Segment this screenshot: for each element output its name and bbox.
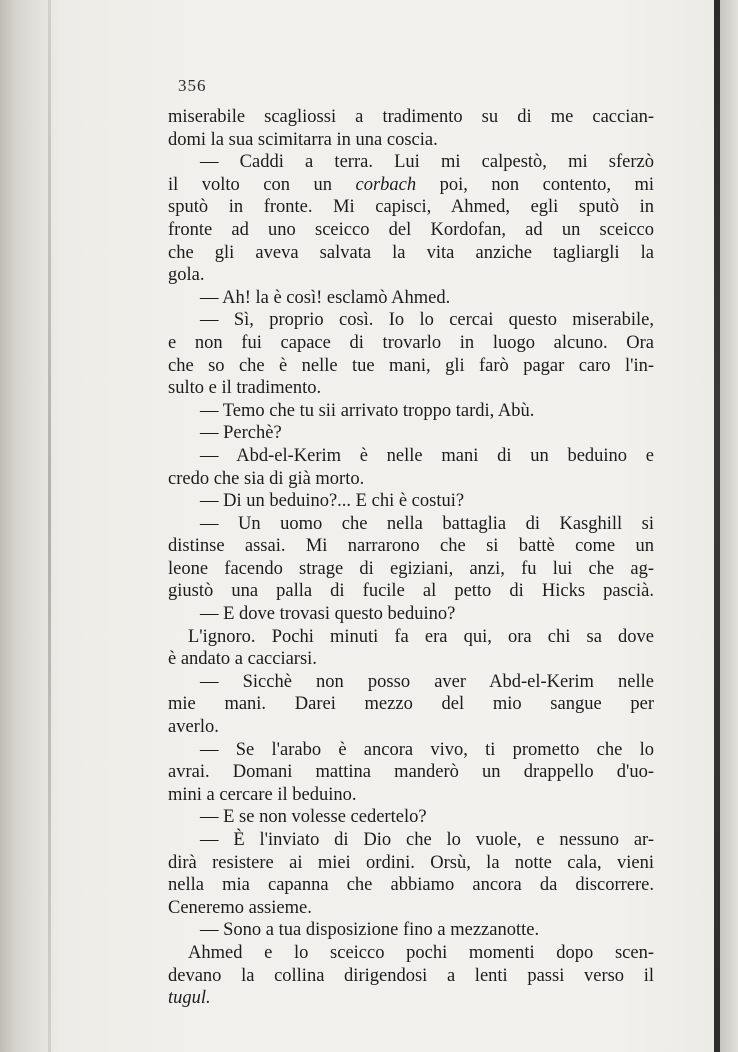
text-line: — E se non volesse cedertelo? — [200, 807, 427, 828]
text-line: nella mia capanna che abbiamo ancora da discorrere. — [168, 875, 654, 896]
text-line: Ahmed e lo sceicco pochi momenti dopo scen- — [188, 942, 654, 963]
body-text — [168, 106, 654, 1010]
text-line: averlo. — [168, 717, 219, 738]
text-line: il volto con un corbach poi, non contento, mi — [168, 174, 654, 195]
text-line: — Temo che tu sii arrivato troppo tardi, Abù. — [200, 400, 535, 421]
binding-gutter — [48, 0, 51, 1052]
text-line: fronte ad uno sceicco del Kordofan, ad un sceicco — [168, 219, 654, 240]
text-line: che gli aveva salvata la vita anziche tagliargli la — [168, 242, 654, 263]
text-line: mie mani. Darei mezzo del mio sangue per — [168, 694, 654, 715]
text-line: — Un uomo che nella battaglia di Kasghill si — [200, 513, 654, 534]
text-line: credo che sia di già morto. — [168, 468, 365, 489]
page-number: 356 — [178, 76, 207, 95]
text-line: sputò in fronte. Mi capisci, Ahmed, egli sputò in — [168, 197, 654, 218]
text-line: leone facendo strage di egiziani, anzi, fu lui che ag- — [168, 558, 654, 579]
text-line: — È l'inviato di Dio che lo vuole, e nessuno ar- — [200, 830, 654, 850]
text-line: — Sicchè non posso aver Abd-el-Kerim nelle — [200, 671, 654, 692]
text-line: — Ah! la è così! esclamò Ahmed. — [200, 287, 451, 308]
text-line: e non fui capace di trovarlo in luogo alcuno. Ora — [168, 332, 654, 353]
text-line: gola. — [168, 265, 205, 286]
text-line: — Abd-el-Kerim è nelle mani di un beduino e — [200, 445, 654, 466]
text-line: avrai. Domani mattina manderò un drappello d'uo- — [168, 762, 654, 783]
text-line: mini a cercare il beduino. — [168, 784, 357, 805]
text-line: tugul. — [168, 988, 211, 1009]
text-line: — Caddi a terra. Lui mi calpestò, mi sferzò — [200, 152, 654, 173]
text-line: — Sì, proprio così. Io lo cercai questo miserabile, — [200, 310, 654, 331]
text-line: — Di un beduino?... E chi è costui? — [200, 491, 465, 512]
text-line: giustò una palla di fucile al petto di Hicks pascià. — [168, 581, 654, 602]
text-line: — Sono a tua disposizione fino a mezzanotte. — [200, 920, 540, 941]
text-line: è andato a cacciarsi. — [168, 649, 317, 670]
text-line: che so che è nelle tue mani, gli farò pagar caro l'in- — [168, 355, 654, 376]
text-line: — E dove trovasi questo beduino? — [200, 604, 456, 625]
text-line: — Se l'arabo è ancora vivo, ti prometto che lo — [200, 739, 654, 760]
text-line: distinse assai. Mi narrarono che si battè come un — [168, 536, 654, 557]
text-line: Ceneremo assieme. — [168, 897, 312, 918]
text-line: devano la collina dirigendosi a lenti passi verso il — [168, 965, 654, 986]
text-line: sulto e il tradimento. — [168, 378, 322, 399]
text-line: — Perchè? — [200, 423, 282, 444]
text-line: L'ignoro. Pochi minuti fa era qui, ora chi sa dove — [188, 626, 654, 647]
text-line: miserabile scagliossi a tradimento su di me caccian- — [168, 107, 654, 127]
page-edge-shadow — [720, 0, 738, 1052]
text-line: dirà resistere ai miei ordini. Orsù, la notte cala, vieni — [168, 852, 654, 873]
text-line: domi la sua scimitarra in una coscia. — [168, 129, 438, 150]
